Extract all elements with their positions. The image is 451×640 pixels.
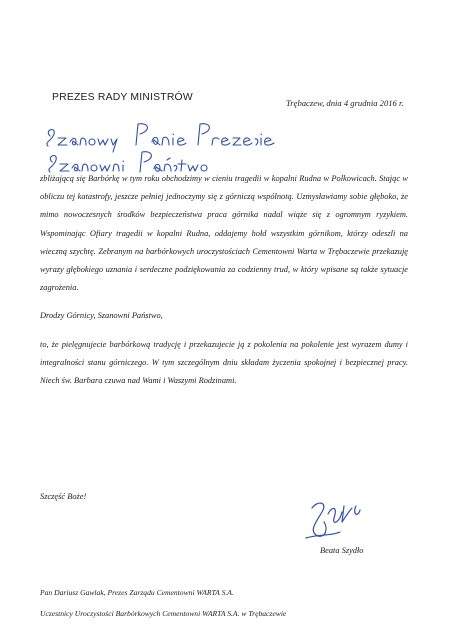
- addressee-block: [40, 582, 286, 624]
- office-header: PREZES RADY MINISTRÓW: [52, 92, 193, 103]
- body-greeting: Drodzy Górnicy, Szanowni Państwo,: [40, 311, 163, 321]
- body-paragraph-1: zbliżającą się Barbórkę w tym roku obchodzimy w cieniu tragedii w kopalni Rudna w Polkowicach. Stając w obliczu tej katastrofy, jeszcze pełniej jednoczymy się z górniczą wspólnotą. Uzmysławiamy sobie głęboko, że mimo nowoczesnych środków bezpieczeństwa praca górnika nadal wiąże się z ogromnym ryzykiem. Wspominając Ofiary tragedii w kopalni Rudna, oddajemy hołd wszystkim górnikom, którzy odeszli na wieczną szychtę. Zebranym na barbórkowych uroczystościach Cementowni Warta w Trębaczewie przekazuję wyrazy głębokiego uznania i serdeczne podziękowania za codzienny trud, w który wpisane są także sytuacje zagrożenia.: [40, 174, 408, 293]
- signature-image: [298, 492, 378, 542]
- addressee-line-1: Pan Dariusz Gawlak, Prezes Zarządu Cementowni WARTA S.A.: [40, 588, 234, 597]
- addressee-line-2: Uczestnicy Uroczystości Barbórkowych Cementowni WARTA S.A. w Trębaczewie: [40, 609, 287, 618]
- signer-name: Beata Szydło: [320, 546, 364, 555]
- letter-body: [40, 170, 408, 400]
- body-paragraph-2: to, że pielęgnujecie barbórkową tradycję i przekazujecie ją z pokolenia na pokolenie jest wyrazem dumy i integralności stanu górniczego. W tym szczególnym dniu składam życzenia spokojnej i bezpiecznej pracy. Niech św. Barbara czuwa nad Wami i Waszymi Rodzinami.: [40, 339, 408, 386]
- signature-drawing: [298, 492, 378, 542]
- place-and-date: Trębaczew, dnia 4 grudnia 2016 r.: [286, 98, 404, 108]
- closing-phrase: Szczęść Boże!: [40, 492, 87, 501]
